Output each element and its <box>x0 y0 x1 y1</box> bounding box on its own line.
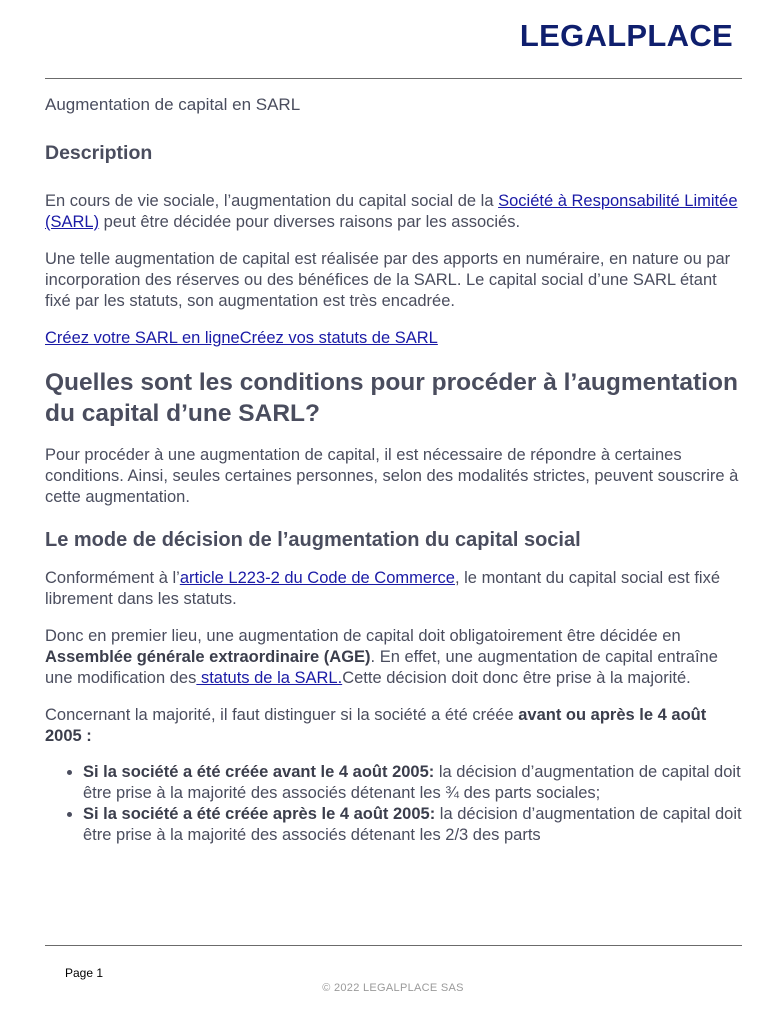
paragraph-text: Donc en premier lieu, une augmentation de capital doit obligatoirement être décidée en <box>45 627 681 645</box>
list-item <box>83 762 745 804</box>
majority-list <box>45 762 745 846</box>
create-sarl-link[interactable]: Créez votre SARL en ligne <box>45 329 240 347</box>
code-commerce-link[interactable]: article L223-2 du Code de Commerce <box>179 569 455 587</box>
copyright-notice: © 2022 LEGALPLACE SAS <box>322 982 464 994</box>
document-title: Augmentation de capital en SARL <box>45 95 301 114</box>
list-item-text: la décision d’augmentation de capital doit être prise à la majorité des associés détenant les 2/3 des parts <box>83 805 742 844</box>
cta-links <box>45 328 745 349</box>
paragraph-text: . En effet, une augmentation de capital entraîne une modification des <box>45 648 718 687</box>
paragraph-text: peut être décidée pour diverses raisons par les associés. <box>99 213 521 231</box>
paragraph-text: Concernant la majorité, il faut distinguer si la société a été créée <box>45 706 519 724</box>
create-statuts-link[interactable]: Créez vos statuts de SARL <box>239 329 438 347</box>
section-heading-conditions: Quelles sont les conditions pour procéder à l’augmentation du capital d’une SARL? <box>45 369 738 427</box>
list-item-text: la décision d’augmentation de capital doit être prise à la majorité des associés détenant les ¾ des parts sociales; <box>83 763 741 802</box>
sarl-link[interactable]: Société à Responsabilité Limitée (SARL) <box>45 192 738 231</box>
paragraph-intro <box>45 191 745 233</box>
footer-divider <box>45 945 742 946</box>
paragraph-majorite <box>45 705 745 747</box>
paragraph-apports: Une telle augmentation de capital est réalisée par des apports en numéraire, en nature ou par incorporation des réserves ou des bénéfices de la SARL. Le capital social d’une SARL étant fixé par les statuts, son augmentation est très encadrée. <box>45 250 731 310</box>
list-item-bold: Si la société a été créée avant le 4 août 2005: <box>83 763 435 781</box>
description-heading: Description <box>45 142 153 164</box>
paragraph-text: En cours de vie sociale, l’augmentation du capital social de la <box>45 192 499 210</box>
bold-text: Assemblée générale extraordinaire (AGE) <box>45 648 371 666</box>
paragraph-text: , le montant du capital social est fixé librement dans les statuts. <box>45 569 721 608</box>
paragraph-code-commerce <box>45 568 745 610</box>
header-divider <box>45 78 742 79</box>
paragraph-conditions: Pour procéder à une augmentation de capital, il est nécessaire de répondre à certaines conditions. Ainsi, seules certaines personnes, selon des modalités strictes, peuvent souscrire à cette augmentation. <box>45 446 739 506</box>
document-body <box>45 94 745 846</box>
statuts-sarl-link[interactable]: statuts de la SARL. <box>196 669 343 687</box>
list-item-bold: Si la société a été créée après le 4 août 2005: <box>83 805 436 823</box>
paragraph-age <box>45 626 745 689</box>
page-number: Page 1 <box>65 966 104 980</box>
subsection-heading-decision: Le mode de décision de l’augmentation du capital social <box>45 529 581 551</box>
bold-text: avant ou après le 4 août 2005 : <box>45 706 707 745</box>
paragraph-text: Cette décision doit donc être prise à la majorité. <box>342 669 691 687</box>
brand-logo: LEGALPLACE <box>519 18 733 53</box>
list-item <box>83 804 745 846</box>
paragraph-text: Conformément à l’ <box>45 569 180 587</box>
